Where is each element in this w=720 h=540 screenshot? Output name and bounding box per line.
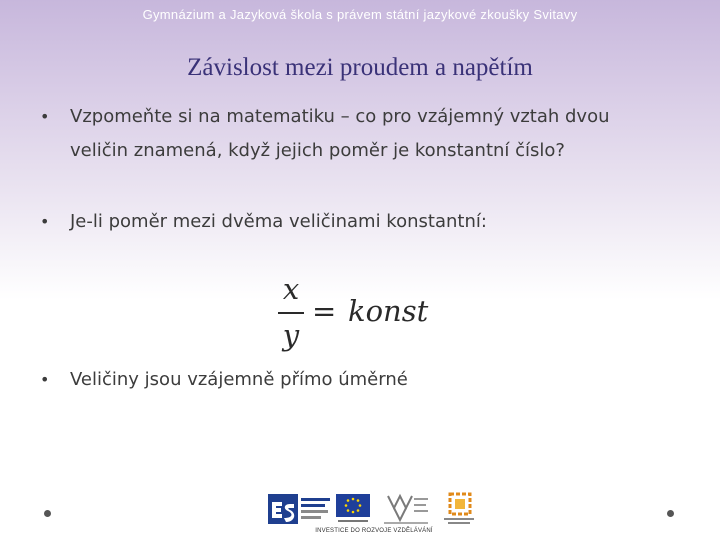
- bullet-text: Je-li poměr mezi dvěma veličinami konstantní:: [70, 211, 487, 232]
- op-vk-logo: [440, 492, 478, 526]
- slide-title: Závislost mezi proudem a napětím: [187, 54, 533, 81]
- funding-logos: [268, 492, 480, 536]
- bullet-dot: •: [40, 370, 50, 389]
- decorative-dot-left: [44, 510, 51, 517]
- decorative-dot-right: [667, 510, 674, 517]
- bullet-dot: •: [40, 107, 50, 126]
- bullet-text: Vzpomeňte si na matematiku – co pro vzájemný vztah dvou veličin znamená, když jejich poměr je konstantní číslo?: [70, 106, 610, 161]
- equals-sign: =: [312, 294, 337, 328]
- fraction-bar: [278, 312, 304, 314]
- school-header: Gymnázium a Jazyková škola s právem státní jazykové zkoušky Svitavy: [142, 7, 578, 22]
- formula-rhs: konst: [348, 294, 429, 328]
- msmt-logo: [380, 492, 432, 526]
- esf-logo: [268, 492, 332, 526]
- bullet-text: Veličiny jsou vzájemně přímo úměrné: [70, 369, 408, 390]
- bullet-dot: •: [40, 212, 50, 231]
- eu-flag-logo: [336, 492, 370, 526]
- fraction-numerator: x: [282, 272, 300, 306]
- logos-caption: INVESTICE DO ROZVOJE VZDĚLÁVÁNÍ: [315, 528, 433, 534]
- fraction-denominator: y: [282, 318, 300, 352]
